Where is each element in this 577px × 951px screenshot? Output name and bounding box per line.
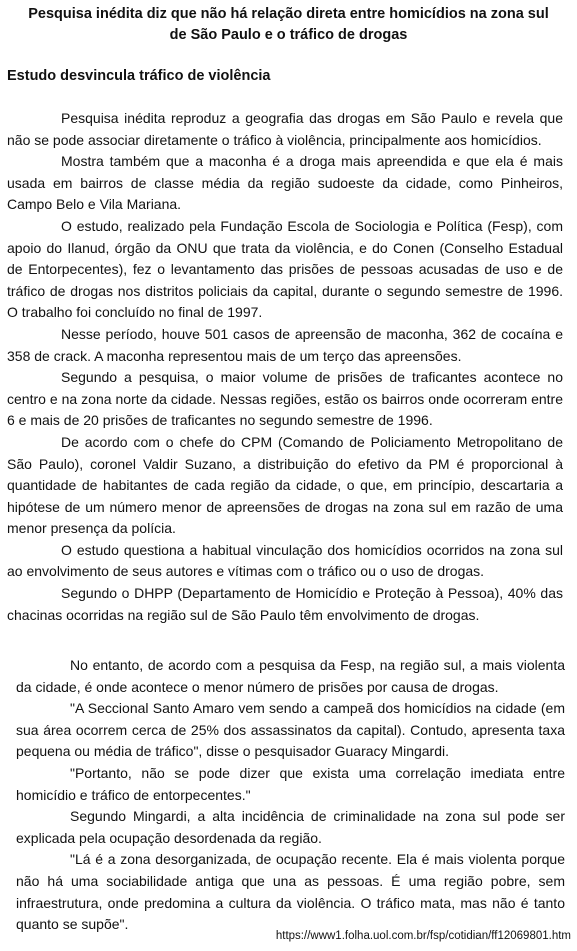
paragraph: Segundo o DHPP (Departamento de Homicídio e Proteção à Pessoa), 40% das chacinas ocorridas na região sul de São Paulo têm envolvimento de drogas.: [7, 585, 563, 623]
paragraph: O estudo, realizado pela Fundação Escola de Sociologia e Política (Fesp), com apoio do Ilanud, órgão da ONU que trata da violência, e do Conen (Conselho Estadual de Entorpecentes), fez o levantamento das prisões de pessoas acusadas de uso e de tráfico de drogas nos distritos policiais da capital, durante o segundo semestre de 1996. O trabalho foi concluído no final de 1997.: [7, 217, 563, 321]
article-body-part-1: [7, 108, 563, 626]
headline: [6, 4, 571, 46]
paragraph: "Portanto, não se pode dizer que exista uma correlação imediata entre homicídio e tráfico de entorpecentes.": [16, 764, 565, 803]
paragraph: O estudo questiona a habitual vinculação dos homicídios ocorridos na zona sul ao envolvimento de seus autores e vítimas com o tráfico ou o uso de drogas.: [7, 541, 563, 580]
headline-line-1: Pesquisa inédita diz que não há relação direta entre homicídios na zona sul: [28, 6, 549, 22]
subheading: Estudo desvincula tráfico de violência: [7, 68, 271, 84]
paragraph: No entanto, de acordo com a pesquisa da Fesp, na região sul, a mais violenta da cidade, é onde acontece o menor número de prisões por causa de drogas.: [16, 657, 565, 695]
paragraph: Segundo Mingardi, a alta incidência de criminalidade na zona sul pode ser explicada pela ocupação desordenada da região.: [16, 808, 565, 846]
paragraph: Pesquisa inédita reproduz a geografia das drogas em São Paulo e revela que não se pode associar diretamente o tráfico à violência, principalmente aos homicídios.: [7, 110, 563, 148]
paragraph: Segundo a pesquisa, o maior volume de prisões de traficantes acontece no centro e na zona norte da cidade. Nessas regiões, estão os bairros onde ocorreram entre 6 e mais de 20 prisões de traficantes no segundo semestre de 1996.: [7, 369, 563, 429]
article-body-part-2: [16, 655, 565, 936]
paragraph: Mostra também que a maconha é a droga mais apreendida e que ela é mais usada em bairros de classe média da região sudoeste da cidade, como Pinheiros, Campo Belo e Vila Mariana.: [7, 153, 563, 213]
paragraph: "Lá é a zona desorganizada, de ocupação recente. Ela é mais violenta porque não há uma sociabilidade antiga que una as pessoas. É uma região pobre, sem infraestrutura, onde predomina a cultura da violência. O tráfico mata, mas não é tanto quanto se supõe".: [16, 851, 565, 933]
paragraph: Nesse período, houve 501 casos de apreensão de maconha, 362 de cocaína e 358 de crack. A maconha representou mais de um terço das apreensões.: [7, 325, 563, 364]
paragraph: De acordo com o chefe do CPM (Comando de Policiamento Metropolitano de São Paulo), coronel Valdir Suzano, a distribuição do efetivo da PM é proporcional à quantidade de habitantes de cada região da cidade, o que, em princípio, descartaria a hipótese de um número menor de apreensões de drogas na zona sul em razão de uma menor presença da polícia.: [7, 433, 563, 537]
paragraph: "A Seccional Santo Amaro vem sendo a campeã dos homicídios na cidade (em sua área ocorrem cerca de 25% dos assassinatos da capital). Contudo, apresenta taxa pequena ou média de tráfico", disse o pesquisador Guaracy Mingardi.: [16, 700, 565, 760]
source-url: https://www1.folha.uol.com.br/fsp/cotidian/ff12069801.htm: [275, 930, 571, 942]
headline-line-2: de São Paulo e o tráfico de drogas: [169, 27, 408, 43]
